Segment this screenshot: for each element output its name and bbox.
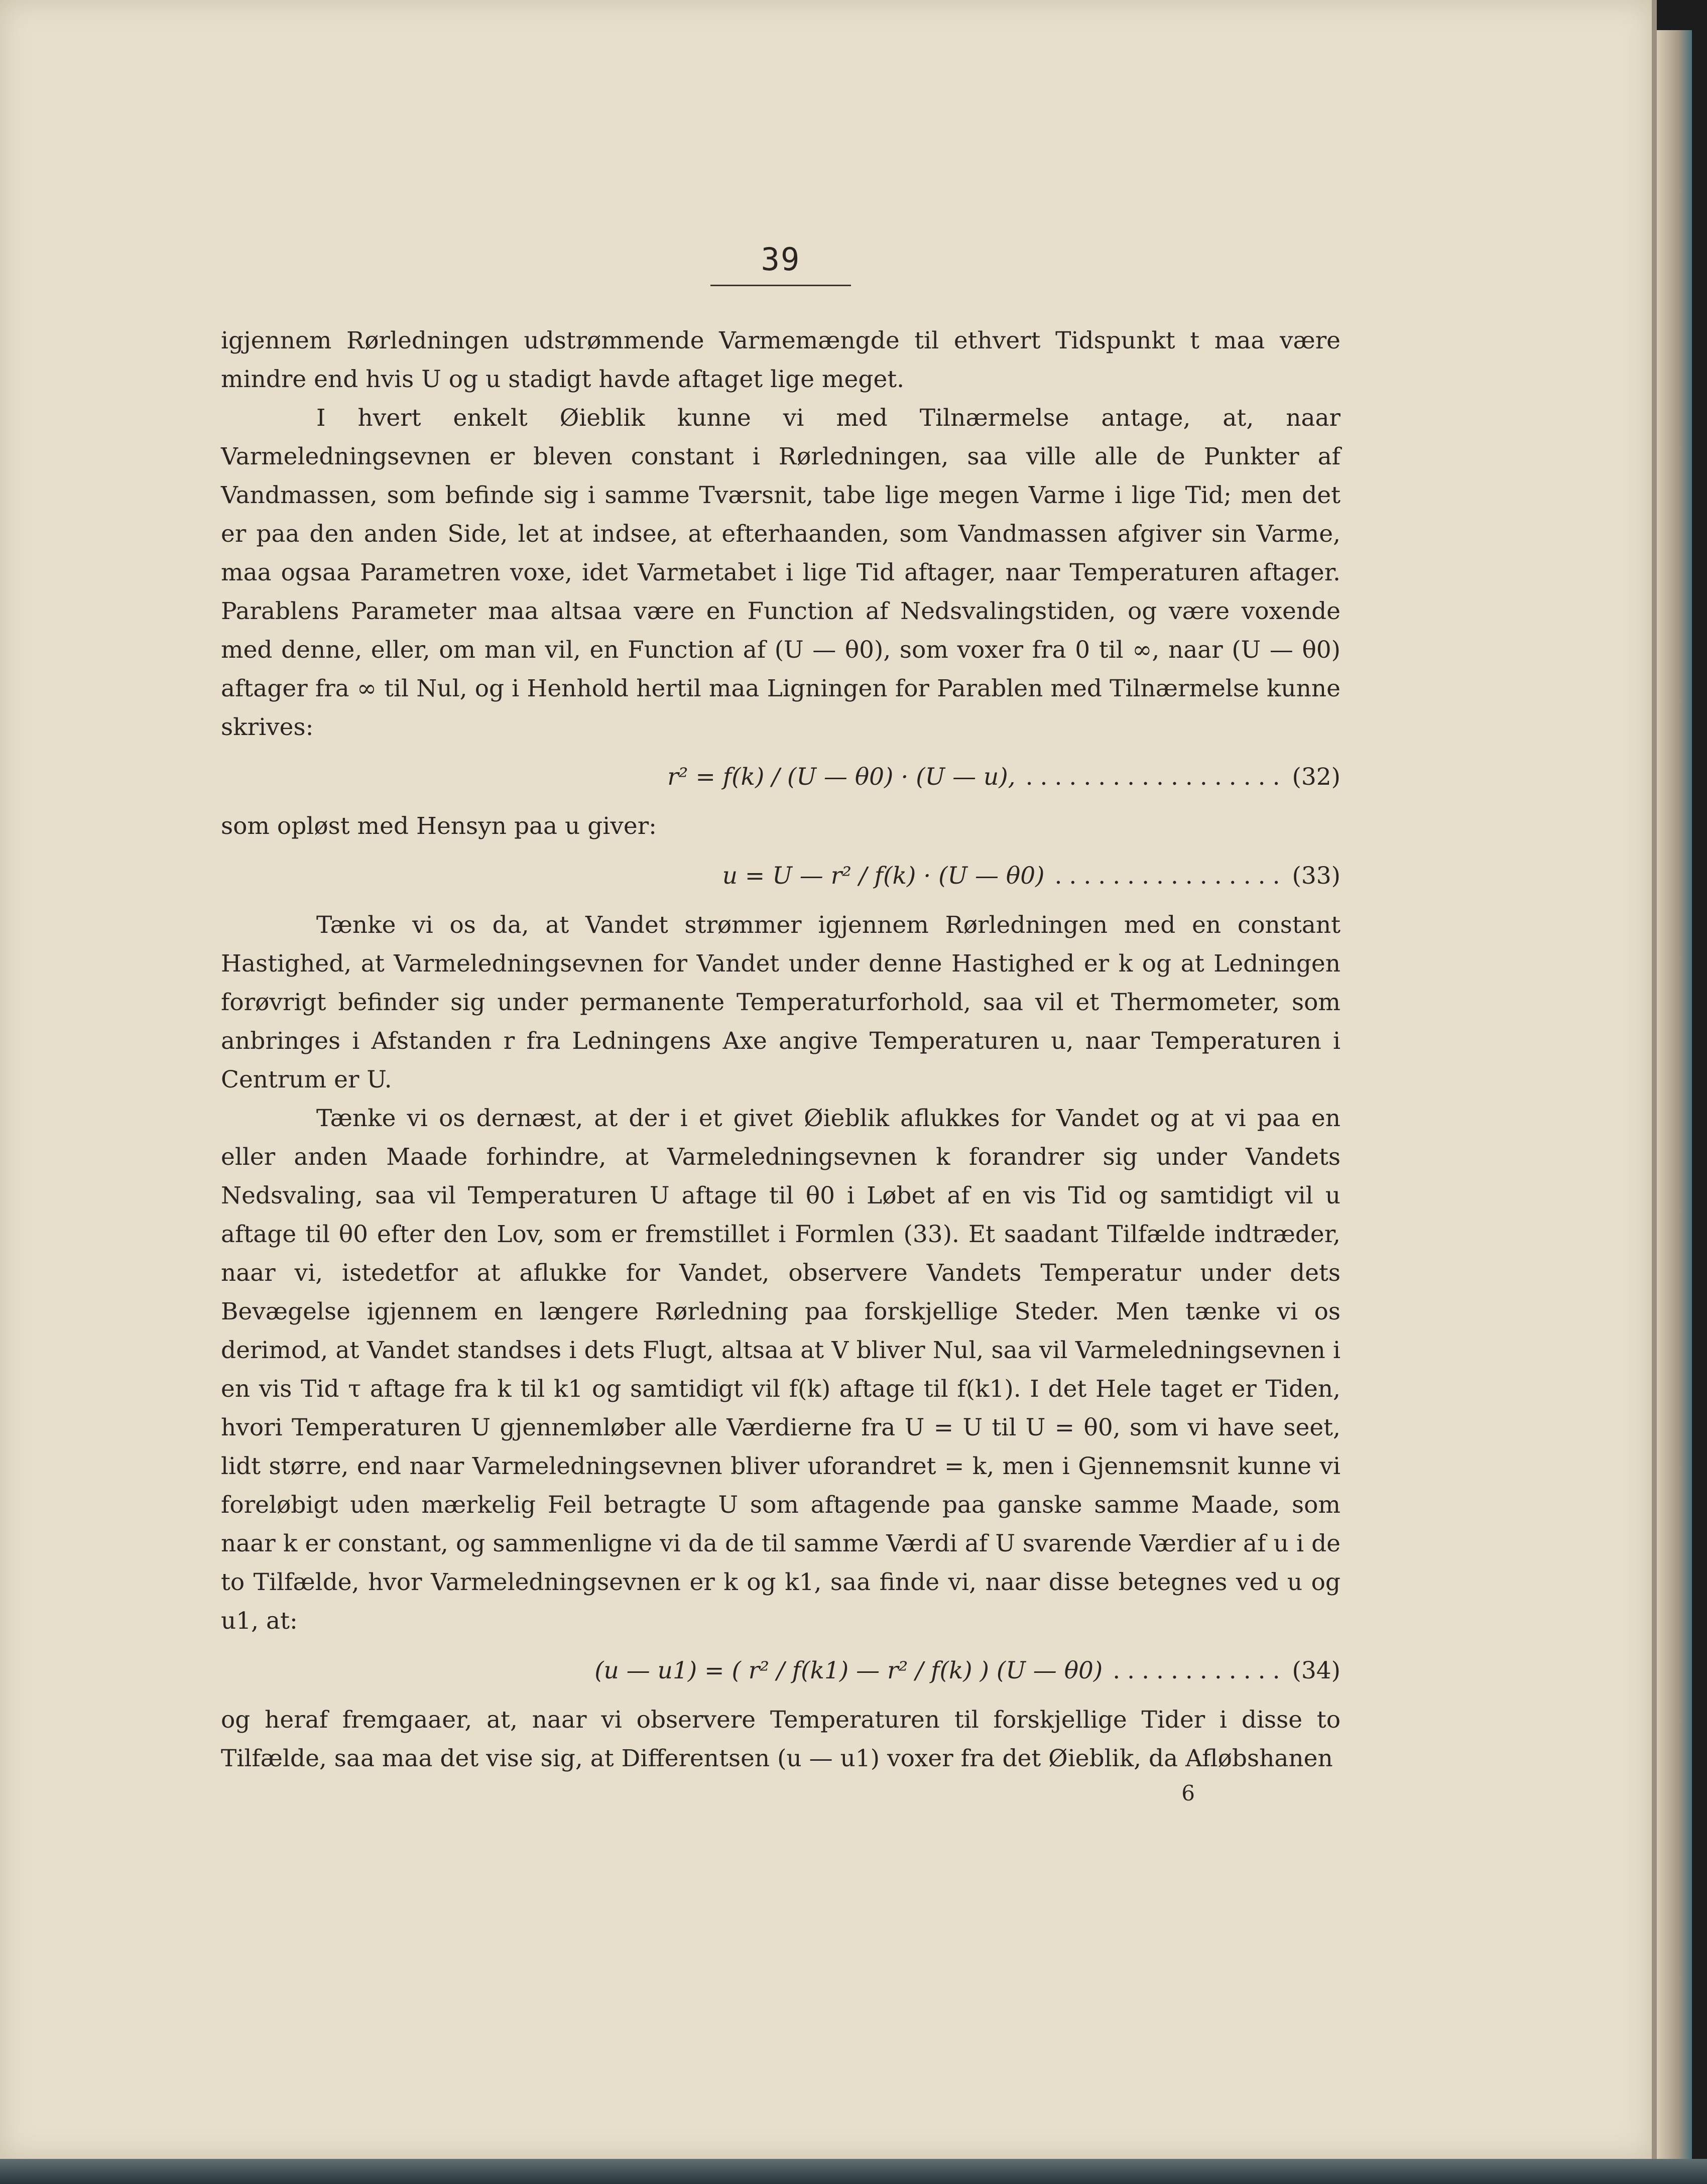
paragraph-6: og heraf fremgaaer, at, naar vi observere Temperaturen til forskjellige Tider i disse to Tilfælde, saa maa det vise sig, at Differentsen (u — u1) voxer fra det Øieblik, da Afløbshanen bbox=[221, 1706, 1340, 1772]
equation-33-number: (33) bbox=[1292, 862, 1340, 890]
equation-34 bbox=[221, 1640, 1340, 1701]
header-rule bbox=[710, 285, 851, 286]
equation-34-number: (34) bbox=[1292, 1656, 1340, 1684]
equation-32-number: (32) bbox=[1292, 763, 1340, 791]
equation-leader-dots: .................. bbox=[1025, 763, 1287, 791]
book-cover-edge bbox=[0, 2159, 1707, 2184]
equation-33-expression: u = U — r² / f(k) · (U — θ0) bbox=[722, 862, 1045, 890]
paragraph-1: igjennem Rørledningen udstrømmende Varmemængde til ethvert Tidspunkt t maa være mindre end hvis U og u stadigt havde aftaget lige meget. bbox=[221, 327, 1340, 393]
paragraph-3: som opløst med Hensyn paa u giver: bbox=[221, 812, 657, 840]
paragraph-5: Tænke vi os dernæst, at der i et givet Øieblik aflukkes for Vandet og at vi paa en eller anden Maade forhindre, at Varmeledningsevnen k forandrer sig under Vandets Nedsvaling, saa vil Temperaturen U aftage til θ0 i Løbet af en vis Tid og samtidigt vil u aftage til θ0 efter den Lov, som er fremstillet i Formlen (33). Et saadant Tilfælde indtræder, naar vi, istedetfor at aflukke for Vandet, observere Vandets Temperatur under dets Bevægelse igjennem en længere Rørledning paa forskjellige Steder. Men tænke vi os derimod, at Vandet standses i dets Flugt, altsaa at V bliver Nul, saa vil Varmeledningsevnen i en vis Tid τ aftage fra k til k1 og samtidigt vil f(k) aftage til f(k1). I det Hele taget er Tiden, hvori Temperaturen U gjennemløber alle Værdierne fra U = U til U = θ0, som vi have seet, lidt større, end naar Varmeledningsevnen bliver uforandret = k, men i Gjennemsnit kunne vi foreløbigt uden mærkelig Feil betragte U som aftagende paa ganske samme Maade, som naar k er constant, og sammenligne vi da de til samme Værdi af U svarende Værdier af u i de to Tilfælde, hvor Varmeledningsevnen er k og k1, saa finde vi, naar disse betegnes ved u og u1, at: bbox=[221, 1105, 1340, 1635]
signature-mark: 6 bbox=[1181, 1781, 1195, 1805]
equation-leader-dots: ................ bbox=[1054, 862, 1287, 890]
page-edge-stack bbox=[1657, 30, 1692, 2159]
equation-32 bbox=[221, 747, 1340, 807]
text-block bbox=[221, 241, 1340, 1805]
equation-32-expression: r² = f(k) / (U — θ0) · (U — u), bbox=[667, 763, 1016, 791]
paragraph-4: Tænke vi os da, at Vandet strømmer igjennem Rørledningen med en constant Hastighed, at Varmeledningsevnen for Vandet under denne Hastighed er k og at Ledningen forøvrigt befinder sig under permanente Temperaturforhold, saa vil et Thermometer, som anbringes i Afstanden r fra Ledningens Axe angive Temperaturen u, naar Temperaturen i Centrum er U. bbox=[221, 911, 1340, 1094]
equation-leader-dots: ............ bbox=[1113, 1656, 1287, 1684]
equation-34-expression: (u — u1) = ( r² / f(k1) — r² / f(k) ) (U — θ0) bbox=[594, 1656, 1103, 1684]
paragraph-2: I hvert enkelt Øieblik kunne vi med Tilnærmelse antage, at, naar Varmeledningsevnen er bleven constant i Rørledningen, saa ville alle de Punkter af Vandmassen, som befinde sig i samme Tværsnit, tabe lige megen Varme i lige Tid; men det er paa den anden Side, let at indsee, at efterhaanden, som Vandmassen afgiver sin Varme, maa ogsaa Parametren voxe, idet Varmetabet i lige Tid aftager, naar Temperaturen aftager. Parablens Parameter maa altsaa være en Function af Nedsvalingstiden, og være voxende med denne, eller, om man vil, en Function af (U — θ0), som voxer fra 0 til ∞, naar (U — θ0) aftager fra ∞ til Nul, og i Henhold hertil maa Ligningen for Parablen med Tilnærmelse kunne skrives: bbox=[221, 404, 1340, 741]
equation-33 bbox=[221, 845, 1340, 906]
page-number: 39 bbox=[761, 241, 801, 278]
